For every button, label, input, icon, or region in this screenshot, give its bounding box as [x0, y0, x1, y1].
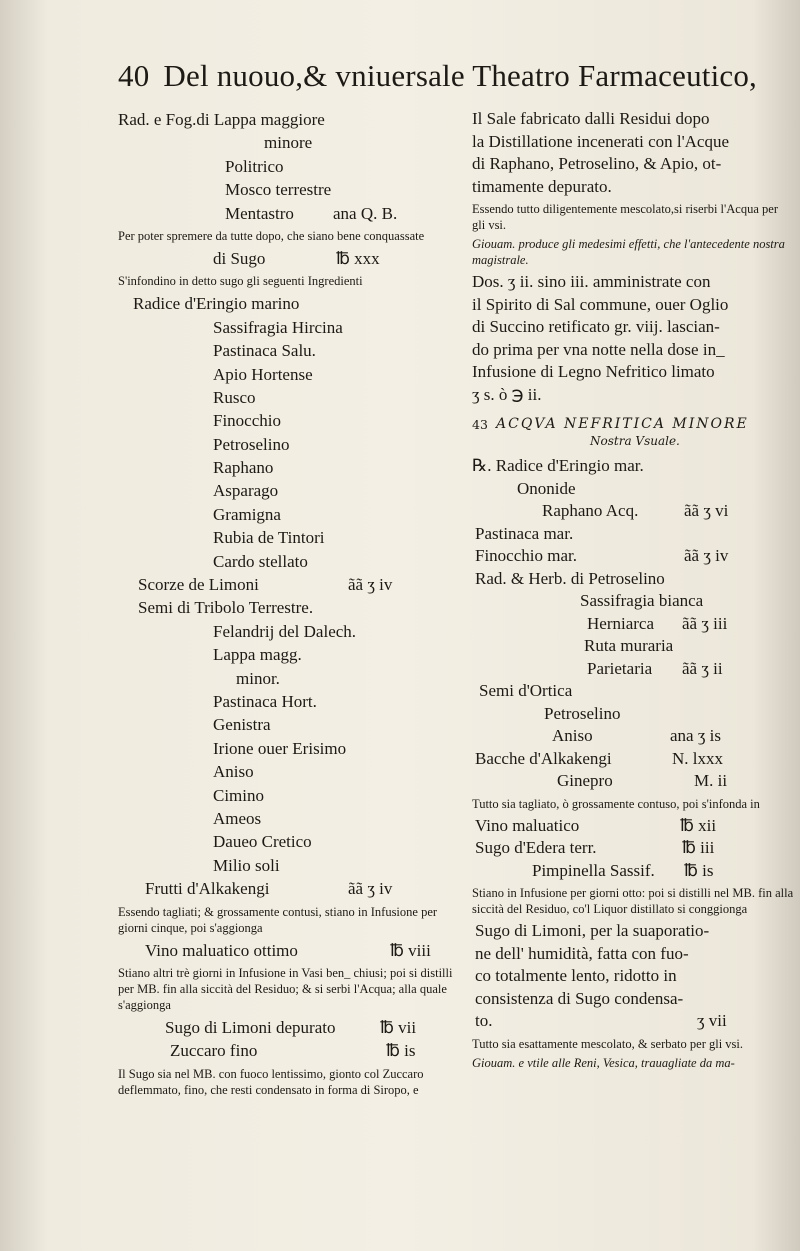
- text-line: [118, 550, 456, 573]
- quantity: N. lxxx: [672, 748, 723, 768]
- line-text: ℞. Radice d'Eringio mar.: [472, 456, 644, 475]
- text-line: [118, 479, 456, 502]
- line-text: Semi d'Ortica: [479, 681, 573, 700]
- quantity: ℔ iii: [682, 838, 715, 857]
- text-line: [118, 108, 456, 131]
- line-text: Apio Hortense: [213, 364, 313, 384]
- line-text: Essendo tutto diligentemente mescolato,si riserbi l'Acqua per gli vsi.: [472, 202, 778, 232]
- text-line: [118, 202, 456, 225]
- note-text: [472, 1055, 794, 1071]
- note-text: [472, 885, 794, 917]
- line-text: Vino maluatico ottimo: [145, 940, 298, 960]
- line-text: Giouam. e vtile alle Reni, Vesica, trauagliate da ma-: [472, 1055, 735, 1070]
- line-text: Semi di Tribolo Terrestre.: [138, 598, 314, 618]
- text-line: [472, 294, 794, 317]
- text-line: [472, 108, 794, 131]
- text-line: [472, 176, 794, 199]
- line-text: Il Sugo sia nel MB. con fuoco lentissimo, gionto col Zuccaro deflemmato, fino, che resti condensato in forma di Siropo, e: [118, 1066, 424, 1097]
- text-line: [472, 965, 794, 988]
- text-line: [472, 613, 794, 636]
- quantity: ℔ is: [684, 860, 714, 880]
- text-line: [472, 815, 794, 838]
- text-line: [472, 943, 794, 966]
- text-line: [118, 830, 456, 853]
- line-text: Scorze de Limoni: [138, 575, 259, 595]
- line-text: Sugo d'Edera terr.: [475, 838, 597, 857]
- text-line: [472, 455, 794, 478]
- text-line: [118, 596, 456, 619]
- text-line: [472, 725, 794, 748]
- line-text: Cimino: [213, 785, 265, 805]
- running-title: Del nuouo,& vniuersale Theatro Farmaceutico,: [163, 58, 757, 93]
- line-text: Stiano in Infusione per giorni otto: poi si distilli nel MB. fin alla siccità del Residuo, co'l Liquor distillato si conggionga: [472, 886, 794, 916]
- text-line: [472, 703, 794, 726]
- text-line: [118, 526, 456, 549]
- line-text: Tutto sia tagliato, ò grossamente contuso, poi s'infonda in: [472, 796, 760, 811]
- text-line: [118, 503, 456, 526]
- note-text: [118, 1066, 456, 1098]
- line-text: Pastinaca Salu.: [213, 341, 316, 361]
- text-line: [118, 620, 456, 643]
- text-line: [118, 854, 456, 877]
- line-text: Sugo di Limoni, per la suaporatio-: [475, 921, 710, 940]
- note-text: [472, 796, 794, 812]
- line-text: Pimpinella Sassif.: [532, 860, 655, 880]
- text-line: [472, 658, 794, 681]
- quantity: ana Q. B.: [333, 203, 398, 223]
- line-text: ʒ s. ò ℈ ii.: [472, 384, 542, 404]
- line-text: Rusco: [213, 387, 256, 407]
- line-text: Sassifragia bianca: [580, 591, 704, 610]
- quantity: ℔ xxx: [336, 248, 380, 268]
- text-line: [118, 939, 456, 962]
- line-text: Irione ouer Erisimo: [213, 738, 347, 758]
- quantity: ãã ʒ ii: [682, 658, 723, 678]
- note-text: [118, 273, 456, 289]
- line-text: Mosco terrestre: [225, 180, 332, 200]
- text-line: [472, 568, 794, 591]
- line-text: Herniarca: [587, 613, 655, 633]
- text-line: [472, 1010, 794, 1033]
- text-line: [118, 386, 456, 409]
- text-line: [118, 643, 456, 666]
- line-text: Politrico: [225, 156, 284, 176]
- right-column: [472, 108, 794, 1074]
- line-text: minore: [264, 133, 313, 153]
- line-text: Petroselino: [213, 434, 290, 454]
- line-text: Genistra: [213, 715, 271, 735]
- quantity: ana ʒ is: [670, 726, 721, 745]
- text-line: [472, 545, 794, 568]
- text-line: [472, 316, 794, 339]
- quantity: ãã ʒ vi: [684, 501, 729, 520]
- quantity: ãã ʒ iv: [348, 879, 393, 899]
- line-text: di Raphano, Petroselino, & Apio, ot-: [472, 154, 722, 173]
- text-line: [472, 523, 794, 546]
- text-line: [118, 690, 456, 713]
- line-text: to.: [475, 1011, 493, 1030]
- text-line: [118, 155, 456, 178]
- line-text: Radice d'Eringio marino: [133, 294, 300, 314]
- line-text: S'infondino in detto sugo gli seguenti Ingredienti: [118, 274, 363, 289]
- text-line: [472, 837, 794, 860]
- recipe-title: ACQVA NEFRITICA MINORE: [496, 416, 749, 432]
- note-text: [118, 228, 456, 244]
- text-line: [472, 988, 794, 1011]
- line-text: Ginepro: [557, 771, 613, 790]
- text-line: [118, 760, 456, 783]
- text-line: [118, 784, 456, 807]
- text-line: [118, 131, 456, 154]
- line-text: Zuccaro fino: [170, 1041, 258, 1061]
- line-text: Rad. & Herb. di Petroselino: [475, 568, 665, 588]
- page-number: 40: [118, 58, 150, 93]
- text-line: [472, 361, 794, 384]
- text-line: [118, 573, 456, 596]
- line-text: Tutto sia esattamente mescolato, & serbato per gli vsi.: [472, 1036, 744, 1051]
- text-line: [472, 748, 794, 771]
- line-text: Raphano Acq.: [542, 501, 639, 520]
- quantity: M. ii: [694, 771, 728, 790]
- recipe-subtitle: Nostra Vsuale.: [590, 434, 680, 448]
- line-text: Aniso: [552, 726, 593, 745]
- line-text: Daueo Cretico: [213, 832, 312, 852]
- line-text: Parietaria: [587, 658, 653, 678]
- line-text: do prima per vna notte nella dose in_: [472, 339, 725, 359]
- quantity: ãã ʒ iii: [682, 613, 728, 633]
- text-line: [472, 680, 794, 703]
- text-line: [118, 667, 456, 690]
- line-text: di Succino retificato gr. viij. lascian-: [472, 317, 720, 336]
- line-text: Ruta muraria: [584, 636, 674, 655]
- line-text: Vino maluatico: [475, 815, 580, 835]
- text-line: [472, 635, 794, 658]
- text-line: [472, 339, 794, 362]
- line-text: Ononide: [517, 478, 576, 498]
- text-line: [472, 590, 794, 613]
- text-line: [118, 363, 456, 386]
- line-text: Rad. e Fog.di Lappa maggiore: [118, 110, 325, 129]
- text-line: [118, 877, 456, 900]
- text-line: [472, 384, 794, 407]
- line-text: ne dell' humidità, fatta con fuo-: [475, 943, 689, 963]
- text-line: [472, 500, 794, 523]
- line-text: Lappa magg.: [213, 645, 302, 665]
- text-line: [118, 456, 456, 479]
- text-line: [118, 409, 456, 432]
- text-line: [472, 153, 794, 176]
- line-text: timamente depurato.: [472, 176, 612, 196]
- note-text: [472, 201, 794, 233]
- line-text: il Spirito di Sal commune, ouer Oglio: [472, 294, 729, 314]
- line-text: Milio soli: [213, 855, 280, 875]
- line-text: Essendo tagliati; & grossamente contusi, stiano in Infusione per giorni cinque, poi s'aggionga: [118, 904, 438, 935]
- note-text: [472, 1036, 794, 1052]
- line-text: Pastinaca Hort.: [213, 691, 317, 711]
- text-line: [118, 339, 456, 362]
- line-text: Frutti d'Alkakengi: [145, 879, 270, 899]
- section-heading: [472, 414, 794, 449]
- line-text: Il Sale fabricato dalli Residui dopo: [472, 109, 710, 128]
- quantity: ℔ viii: [390, 940, 431, 960]
- line-text: Per poter spremere da tutte dopo, che siano bene conquassate: [118, 228, 425, 243]
- quantity: ℔ xii: [680, 815, 717, 835]
- text-line: [118, 1016, 456, 1039]
- line-text: Stiano altri trè giorni in Infusione in Vasi ben_ chiusi; poi si distilli per MB. fin alla siccità del Residuo; & si serbi l'Acqua; alla quale s'aggionga: [118, 965, 453, 1012]
- line-text: Mentastro: [225, 203, 294, 223]
- line-text: Asparago: [213, 481, 279, 501]
- line-text: Ameos: [213, 808, 262, 828]
- quantity: ãã ʒ iv: [684, 546, 729, 565]
- text-line: [118, 713, 456, 736]
- text-line: [118, 316, 456, 339]
- text-line: [472, 131, 794, 154]
- note-text: [118, 965, 456, 1013]
- line-text: Pastinaca mar.: [475, 523, 574, 543]
- line-text: Dos. ʒ ii. sino iii. amministrate con: [472, 272, 711, 291]
- line-text: Sugo di Limoni depurato: [165, 1017, 336, 1037]
- line-text: Felandrij del Dalech.: [213, 621, 357, 641]
- line-text: Petroselino: [544, 703, 621, 723]
- line-text: Gramigna: [213, 504, 281, 524]
- text-line: [118, 292, 456, 315]
- quantity: ℔ is: [386, 1041, 416, 1061]
- line-text: Cardo stellato: [213, 551, 308, 571]
- text-line: [118, 247, 456, 270]
- note-text: [118, 904, 456, 936]
- text-line: [472, 860, 794, 883]
- line-text: Sassifragia Hircina: [213, 317, 343, 337]
- text-line: [118, 178, 456, 201]
- line-text: di Sugo: [213, 248, 266, 268]
- text-line: [118, 737, 456, 760]
- line-text: Aniso: [213, 762, 254, 782]
- line-text: Finocchio: [213, 411, 281, 431]
- note-text: [472, 236, 794, 268]
- page-header: [118, 58, 798, 102]
- line-text: minor.: [236, 668, 280, 688]
- left-column: [118, 108, 456, 1101]
- text-line: [472, 920, 794, 943]
- line-text: co totalmente lento, ridotto in: [475, 966, 677, 985]
- line-text: la Distillatione incenerati con l'Acque: [472, 131, 730, 151]
- line-text: Rubia de Tintori: [213, 528, 325, 548]
- text-line: [118, 433, 456, 456]
- text-line: [118, 1039, 456, 1062]
- recipe-number: 43: [472, 417, 488, 432]
- quantity: ʒ vii: [697, 1011, 727, 1030]
- quantity: ℔ vii: [380, 1017, 417, 1037]
- quantity: ãã ʒ iv: [348, 575, 393, 595]
- line-text: Bacche d'Alkakengi: [475, 748, 612, 768]
- line-text: Infusione di Legno Nefritico limato: [472, 362, 715, 381]
- text-line: [472, 478, 794, 501]
- line-text: Finocchio mar.: [475, 546, 577, 565]
- line-text: consistenza di Sugo condensa-: [475, 988, 684, 1008]
- line-text: Giouam. produce gli medesimi effetti, che l'antecedente nostra magistrale.: [472, 237, 785, 267]
- line-text: Raphano: [213, 458, 274, 478]
- text-line: [118, 807, 456, 830]
- text-line: [472, 770, 794, 793]
- text-line: [472, 271, 794, 294]
